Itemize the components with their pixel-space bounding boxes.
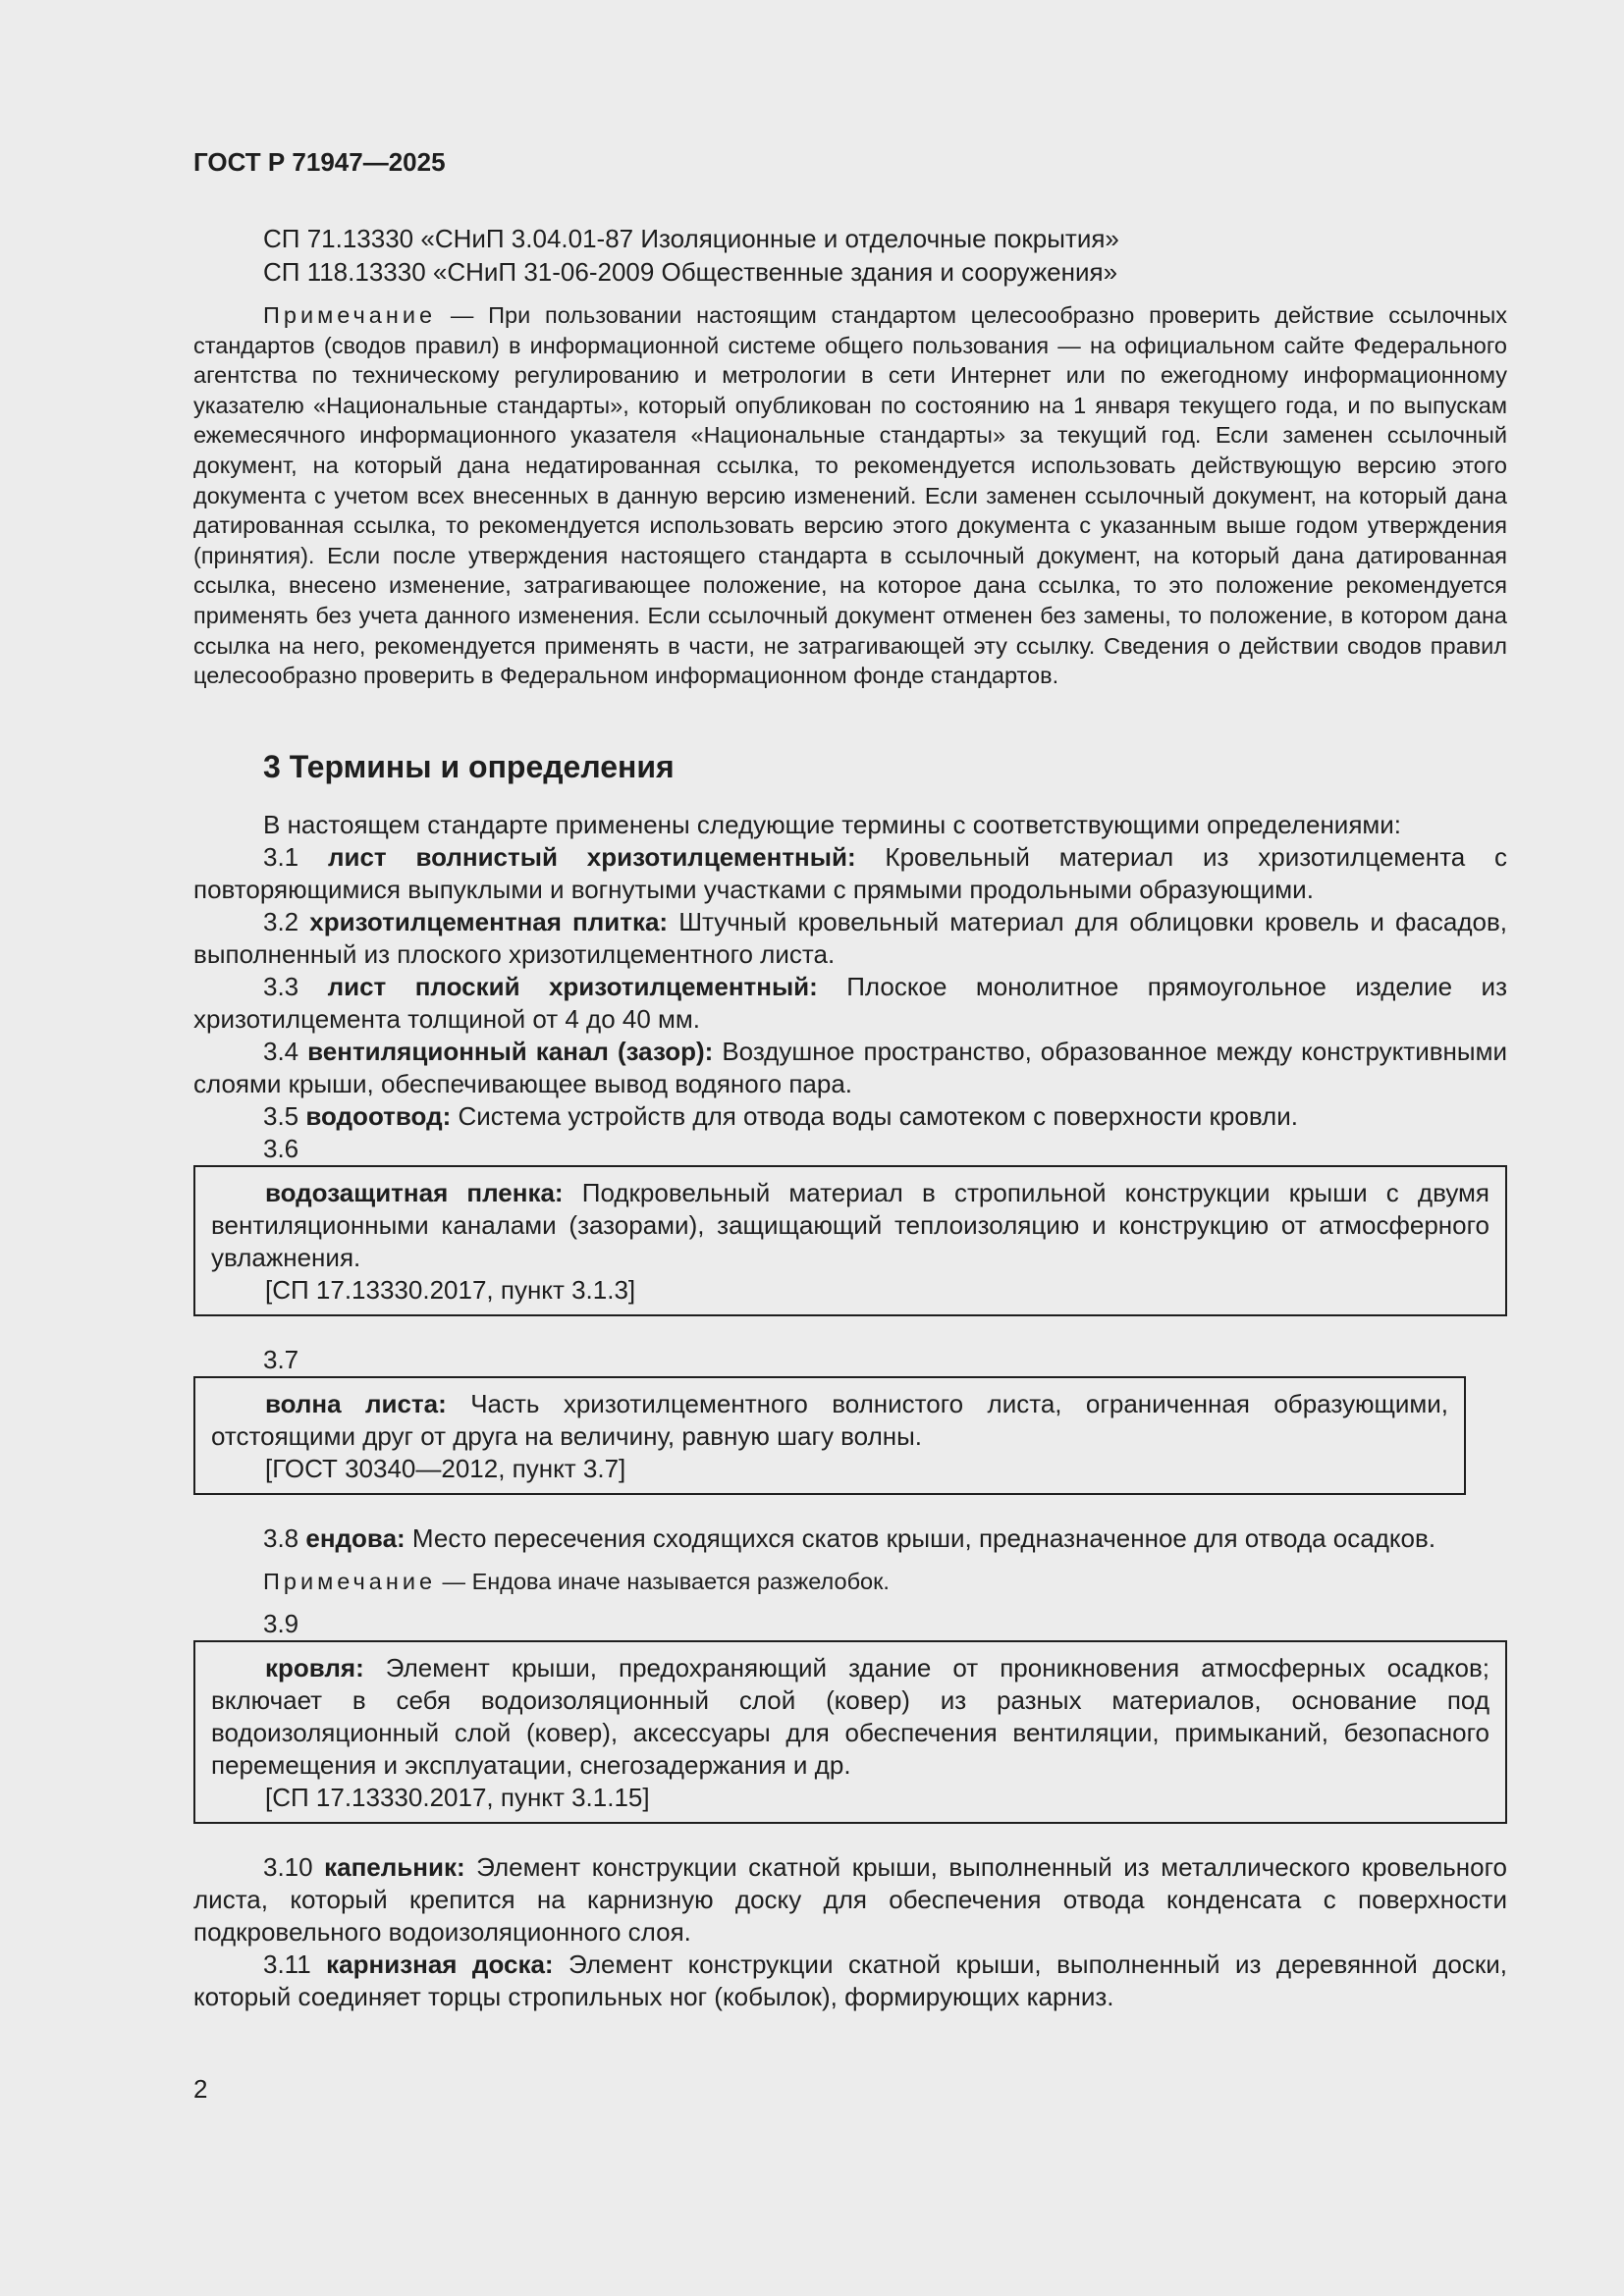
term-name: ендова:	[305, 1522, 406, 1553]
term-number: 3.8	[263, 1522, 306, 1553]
note-text: — Ендова иначе называется разжелобок.	[436, 1568, 890, 1594]
term-3-7-box	[193, 1376, 1466, 1495]
term-name: водозащитная пленка:	[265, 1177, 564, 1207]
term-number: 3.5	[263, 1100, 306, 1131]
term-number: 3.2	[263, 906, 310, 936]
term-definition: Элемент конструкции скатной крыши, выполненный из металлического кровельного листа, который крепится на карнизную доску для обеспечения отвода конденсата с поверхности подкровельного водоизоляционного слоя.	[193, 1851, 1507, 1947]
term-name: карнизная доска:	[326, 1949, 554, 1979]
reference-sp-118: СП 118.13330 «СНиП 31-06-2009 Общественные здания и сооружения»	[263, 257, 1118, 287]
term-source: [ГОСТ 30340—2012, пункт 3.7]	[265, 1453, 626, 1483]
term-name: хризотилцементная плитка:	[309, 906, 669, 936]
term-3-8-note	[193, 1567, 1507, 1596]
term-3-7-number: 3.7	[263, 1344, 299, 1374]
term-definition: Штучный кровельный материал для облицовки кровель и фасадов, выполненный из плоского хризотилцементного листа.	[193, 906, 1507, 969]
term-definition: Воздушное пространство, образованное между конструктивными слоями крыши, обеспечивающее вывод водяного пара.	[193, 1036, 1507, 1098]
term-3-1	[193, 841, 1507, 906]
term-definition: Элемент крыши, предохраняющий здание от проникновения атмосферных осадков; включает в себя водоизоляционный слой (ковер) из разных материалов, основание под водоизоляционный слой (ковер), аксессуары для обеспечения вентиляции, примыканий, безопасного перемещения и эксплуатации, снегозадержания и др.	[211, 1652, 1489, 1780]
note-label: Примечание	[263, 302, 437, 328]
term-3-6-box	[193, 1165, 1507, 1316]
term-number: 3.11	[263, 1949, 327, 1979]
term-3-11	[193, 1949, 1507, 2013]
term-3-6-number: 3.6	[263, 1133, 299, 1163]
term-3-9-box	[193, 1640, 1507, 1824]
term-name: волна листа:	[265, 1388, 447, 1418]
section-title: 3 Термины и определения	[263, 748, 675, 784]
page-number: 2	[193, 2074, 208, 2104]
term-3-6	[211, 1177, 1489, 1274]
term-3-9	[211, 1652, 1489, 1782]
reference-sp-71: СП 71.13330 «СНиП 3.04.01-87 Изоляционные и отделочные покрытия»	[263, 224, 1119, 253]
term-3-10	[193, 1851, 1507, 1949]
term-3-3	[193, 971, 1507, 1036]
term-definition: Система устройств для отвода воды самотеком с поверхности кровли.	[451, 1100, 1298, 1131]
term-3-7	[211, 1388, 1448, 1453]
term-number: 3.1	[263, 841, 328, 872]
term-number: 3.10	[263, 1851, 325, 1882]
term-definition: Плоское монолитное прямоугольное изделие из хризотилцемента толщиной от 4 до 40 мм.	[193, 971, 1507, 1034]
term-number: 3.3	[263, 971, 328, 1001]
term-3-2	[193, 906, 1507, 971]
term-name: лист волнистый хризотилцементный:	[327, 841, 856, 872]
term-source: [СП 17.13330.2017, пункт 3.1.15]	[265, 1782, 650, 1812]
term-3-8	[193, 1522, 1507, 1555]
term-name: кровля:	[265, 1652, 364, 1682]
term-number: 3.4	[263, 1036, 308, 1066]
term-3-5	[193, 1100, 1507, 1133]
term-definition: Часть хризотилцементного волнистого листа, ограниченная образующими, отстоящими друг от друга на величину, равную шагу волны.	[211, 1388, 1448, 1451]
term-name: вентиляционный канал (зазор):	[307, 1036, 714, 1066]
term-definition: Подкровельный материал в стропильной конструкции крыши с двумя вентиляционными каналами (зазорами), защищающий теплоизоляцию и конструкцию от атмосферного увлажнения.	[211, 1177, 1490, 1272]
term-name: капельник:	[324, 1851, 465, 1882]
term-3-4	[193, 1036, 1507, 1100]
page-content	[193, 222, 1507, 2013]
term-definition: Кровельный материал из хризотилцемента с повторяющимися выпуклыми и вогнутыми участками с прямыми продольными образующими.	[193, 841, 1507, 904]
term-source: [СП 17.13330.2017, пункт 3.1.3]	[265, 1274, 636, 1305]
note-label: Примечание	[263, 1568, 437, 1594]
references-note	[193, 300, 1507, 691]
section-intro: В настоящем стандарте применены следующие термины с соответствующими определениями:	[263, 809, 1402, 839]
term-definition: Элемент конструкции скатной крыши, выполненный из деревянной доски, который соединяет торцы стропильных ног (кобылок), формирующих карниз.	[193, 1949, 1507, 2011]
term-name: водоотвод:	[305, 1100, 452, 1131]
term-definition: Место пересечения сходящихся скатов крыши, предназначенное для отвода осадков.	[405, 1522, 1436, 1553]
note-text: — При пользовании настоящим стандартом целесообразно проверить действие ссылочных стандартов (сводов правил) в информационной системе общего пользования — на официальном сайте Федерального агентства по техническому регулированию и метрологии в сети Интернет или по ежегодному информационному указателю «Национальные стандарты», который опубликован по состоянию на 1 января текущего года, и по выпускам ежемесячного информационного указателя «Национальные стандарты» за текущий год. Если заменен ссылочный документ, на который дана недатированная ссылка, то рекомендуется использовать действующую версию этого документа с учетом всех внесенных в данную версию изменений. Если заменен ссылочный документ, на который дана датированная ссылка, то рекомендуется использовать версию этого документа с указанным выше годом утверждения (принятия). Если после утверждения настоящего стандарта в ссылочный документ, на который дана датированная ссылка, внесено изменение, затрагивающее положение, на которое дана ссылка, то это положение рекомендуется применять без учета данного изменения. Если ссылочный документ отменен без замены, то положение, в котором дана ссылка на него, рекомендуется применять в части, не затрагивающей эту ссылку. Сведения о действии сводов правил целесообразно проверить в Федеральном информационном фонде стандартов.	[193, 302, 1507, 689]
term-3-9-number: 3.9	[263, 1608, 299, 1638]
term-name: лист плоский хризотилцементный:	[327, 971, 818, 1001]
document-header: ГОСТ Р 71947—2025	[193, 147, 446, 177]
